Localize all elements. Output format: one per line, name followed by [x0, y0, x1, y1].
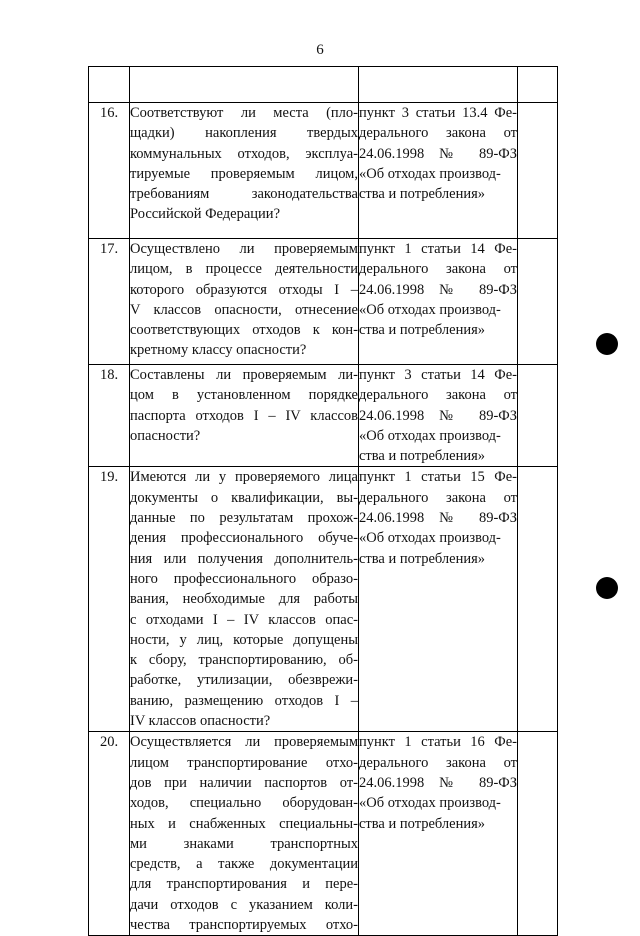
question-line: для транспортирования и пере- [130, 876, 358, 893]
law-line: «Об отходах производ- [359, 795, 501, 812]
checklist-table [88, 66, 558, 936]
question-line: соответствующих отходов к кон- [130, 322, 358, 339]
question-line: к сбору, транспортированию, об- [130, 652, 358, 669]
law-line: 24.06.1998 № 89-ФЗ [359, 510, 517, 527]
law-line: ства и потребления» [359, 550, 486, 567]
table-row [89, 732, 558, 936]
question-cell [130, 239, 359, 365]
question-line: требованиям законодательства [130, 186, 358, 203]
law-cell [359, 239, 518, 365]
binding-hole-mark [596, 333, 618, 355]
question-line: щадки) накопления твердых [130, 125, 358, 142]
page-number: 6 [316, 42, 324, 58]
law-line: дерального закона от [359, 125, 517, 142]
question-line: ванию, размещению отходов I – [130, 692, 358, 709]
row-number: 17. [89, 239, 130, 365]
binding-hole-mark [596, 577, 618, 599]
law-line: «Об отходах производ- [359, 301, 501, 318]
table-row [89, 365, 558, 467]
empty-cell [518, 467, 558, 732]
law-line: пункт 1 статьи 15 Фе- [359, 469, 517, 486]
table-row [89, 103, 558, 239]
question-line: дачи отходов с указанием коли- [130, 896, 358, 913]
question-line: паспорта отходов I – IV классов [130, 407, 358, 424]
law-cell [359, 365, 518, 467]
question-line: Соответствуют ли места (пло- [130, 105, 358, 121]
question-line: лицом, в процессе деятельности [130, 261, 358, 278]
table-row [89, 239, 558, 365]
law-line: ства и потребления» [359, 448, 486, 465]
empty-cell [518, 103, 558, 239]
law-line: 24.06.1998 № 89-ФЗ [359, 407, 517, 424]
question-line: данные по результатам прохож- [130, 510, 358, 527]
question-line: ходов, специально оборудован- [130, 795, 358, 812]
question-line: Имеются ли у проверяемого лица [130, 469, 358, 486]
question-line: средств, а также документации [130, 856, 358, 873]
question-line: ного профессионального образо- [130, 570, 358, 587]
question-line: ных и снабженных специальны- [130, 815, 358, 832]
question-line: кретному классу опасности? [130, 342, 307, 359]
question-cell [130, 467, 359, 732]
law-cell [359, 732, 518, 936]
question-cell [130, 732, 359, 936]
law-line: дерального закона от [359, 754, 517, 771]
question-line: ния или получения дополнитель- [130, 550, 358, 567]
question-line: тируемые проверяемым лицом, [130, 165, 358, 182]
question-line: ности, у лиц, которые допущены [130, 631, 358, 648]
row-number: 18. [89, 365, 130, 467]
law-line: «Об отходах производ- [359, 427, 501, 444]
law-line: ства и потребления» [359, 186, 486, 203]
law-line: 24.06.1998 № 89-ФЗ [359, 774, 517, 791]
law-line: 24.06.1998 № 89-ФЗ [359, 145, 517, 162]
empty-cell [518, 732, 558, 936]
law-line: пункт 3 статьи 13.4 Фе- [359, 105, 517, 121]
question-line: цом в установленном порядке [130, 387, 358, 404]
law-line: дерального закона от [359, 387, 517, 404]
row-number: 19. [89, 467, 130, 732]
law-line: пункт 1 статьи 14 Фе- [359, 241, 517, 257]
question-line: вания, необходимые для работы [130, 591, 358, 608]
empty-cell [518, 365, 558, 467]
header-cell [130, 67, 359, 103]
question-line: ми знаками транспортных [130, 835, 358, 852]
law-cell [359, 103, 518, 239]
question-line: коммунальных отходов, эксплуа- [130, 145, 358, 162]
law-line: ства и потребления» [359, 322, 486, 339]
question-cell [130, 365, 359, 467]
question-line: опасности? [130, 427, 201, 444]
row-number: 20. [89, 732, 130, 936]
row-number: 16. [89, 103, 130, 239]
law-line: пункт 3 статьи 14 Фе- [359, 367, 517, 383]
header-cell [518, 67, 558, 103]
question-cell [130, 103, 359, 239]
question-line: Российской Федерации? [130, 206, 280, 223]
question-line: документы о квалификации, вы- [130, 489, 358, 506]
law-line: 24.06.1998 № 89-ФЗ [359, 281, 517, 298]
question-line: чества транспортируемых отхо- [130, 917, 358, 934]
table-header-row [89, 67, 558, 103]
question-line: работке, утилизации, обезврежи- [130, 672, 358, 689]
table-row [89, 467, 558, 732]
header-cell [359, 67, 518, 103]
empty-cell [518, 239, 558, 365]
law-cell [359, 467, 518, 732]
question-line: дения профессионального обуче- [130, 530, 358, 547]
question-line: которого образуются отходы I – [130, 281, 358, 298]
question-line: IV классов опасности? [130, 713, 271, 730]
law-line: дерального закона от [359, 261, 517, 278]
question-line: V классов опасности, отнесение [130, 301, 358, 318]
law-line: «Об отходах производ- [359, 530, 501, 547]
header-cell [89, 67, 130, 103]
law-line: ства и потребления» [359, 815, 486, 832]
question-line: Составлены ли проверяемым ли- [130, 367, 358, 383]
question-line: Осуществлено ли проверяемым [130, 241, 358, 257]
law-line: «Об отходах производ- [359, 165, 501, 182]
question-line: с отходами I – IV классов опас- [130, 611, 358, 628]
question-line: дов при наличии паспортов от- [130, 774, 358, 791]
question-line: лицом транспортирование отхо- [130, 754, 358, 771]
question-line: Осуществляется ли проверяемым [130, 734, 358, 751]
law-line: пункт 1 статьи 16 Фе- [359, 734, 517, 751]
law-line: дерального закона от [359, 489, 517, 506]
